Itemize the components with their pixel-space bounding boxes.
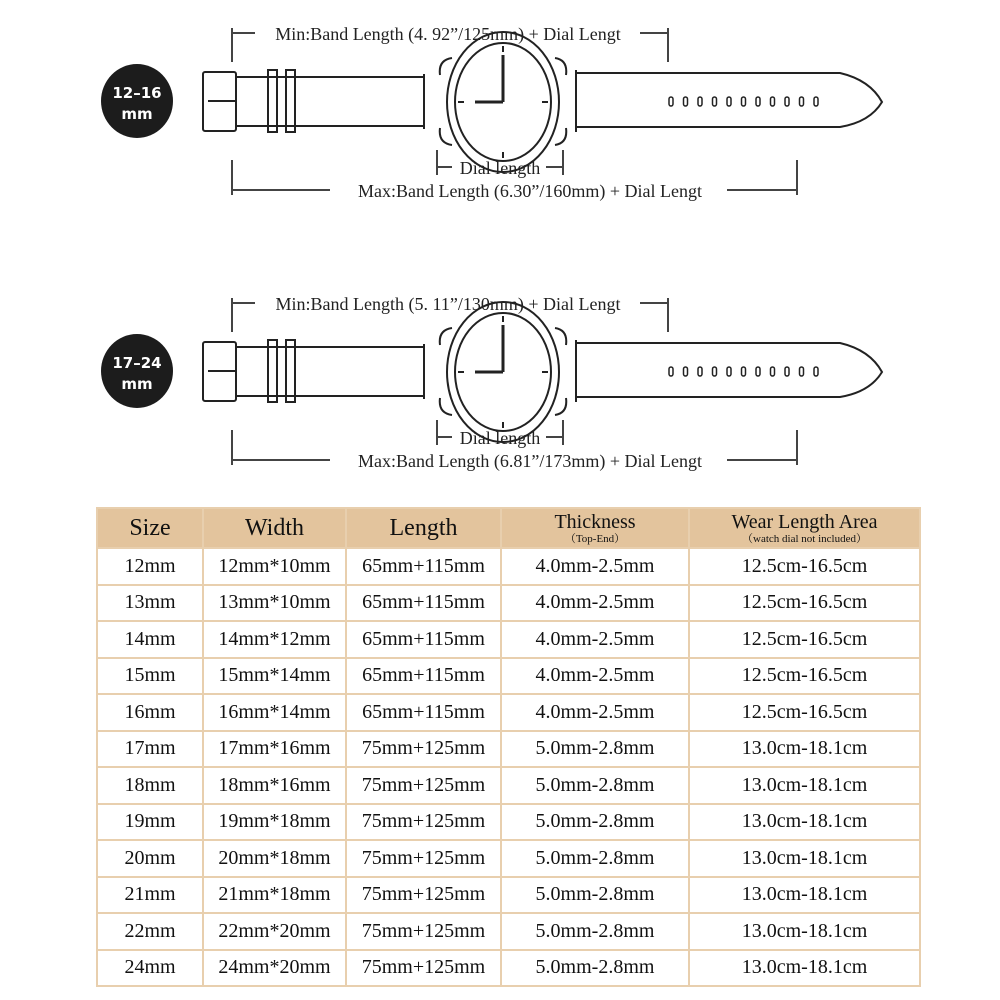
cell-size: 14mm <box>97 621 203 658</box>
cell-wear-length: 13.0cm-18.1cm <box>689 913 920 950</box>
band-hole <box>713 97 717 106</box>
badge-unit: mm <box>121 105 153 123</box>
cell-length: 75mm+125mm <box>346 950 501 987</box>
cell-width: 24mm*20mm <box>203 950 346 987</box>
cell-size: 18mm <box>97 767 203 804</box>
header-thickness-sub: （Top-End） <box>564 532 626 545</box>
dial-length-label: Dial length <box>459 158 541 178</box>
cell-width: 16mm*14mm <box>203 694 346 731</box>
size-badge <box>101 334 173 408</box>
cell-size: 17mm <box>97 731 203 768</box>
cell-width: 14mm*12mm <box>203 621 346 658</box>
table-row <box>97 694 920 731</box>
band-hole <box>727 97 731 106</box>
table-row <box>97 913 920 950</box>
cell-size: 20mm <box>97 840 203 877</box>
cell-length: 75mm+125mm <box>346 913 501 950</box>
band-hole <box>669 97 673 106</box>
header-width: Width <box>203 508 346 548</box>
cell-length: 75mm+125mm <box>346 877 501 914</box>
watch-drawing <box>203 32 882 172</box>
header-wear-sub: （watch dial not included） <box>742 532 867 545</box>
band-hole <box>698 97 702 106</box>
band-hole <box>800 97 804 106</box>
badge-unit: mm <box>121 375 153 393</box>
cell-thickness: 4.0mm-2.5mm <box>501 548 689 585</box>
cell-wear-length: 13.0cm-18.1cm <box>689 731 920 768</box>
cell-thickness: 4.0mm-2.5mm <box>501 621 689 658</box>
band-loop <box>286 340 295 402</box>
cell-length: 65mm+115mm <box>346 585 501 622</box>
band-hole <box>771 367 775 376</box>
band-hole <box>684 367 688 376</box>
cell-length: 65mm+115mm <box>346 694 501 731</box>
band-hole <box>756 367 760 376</box>
cell-thickness: 5.0mm-2.8mm <box>501 950 689 987</box>
table-row <box>97 877 920 914</box>
cell-width: 20mm*18mm <box>203 840 346 877</box>
cell-width: 18mm*16mm <box>203 767 346 804</box>
table-row <box>97 840 920 877</box>
table-row <box>97 767 920 804</box>
band-hole <box>713 367 717 376</box>
cell-width: 22mm*20mm <box>203 913 346 950</box>
cell-wear-length: 12.5cm-16.5cm <box>689 694 920 731</box>
cell-wear-length: 13.0cm-18.1cm <box>689 950 920 987</box>
header-wear-label: Wear Length Area <box>731 510 878 533</box>
table-row <box>97 658 920 695</box>
max-length-label: Max:Band Length (6.81”/173mm) + Dial Lengt <box>357 451 703 471</box>
cell-size: 24mm <box>97 950 203 987</box>
header-thickness-label: Thickness <box>554 510 636 533</box>
size-table <box>96 507 921 987</box>
header-size: Size <box>97 508 203 548</box>
cell-wear-length: 13.0cm-18.1cm <box>689 877 920 914</box>
cell-length: 65mm+115mm <box>346 548 501 585</box>
cell-length: 75mm+125mm <box>346 731 501 768</box>
cell-size: 12mm <box>97 548 203 585</box>
size-badge <box>101 64 173 138</box>
cell-width: 13mm*10mm <box>203 585 346 622</box>
cell-size: 21mm <box>97 877 203 914</box>
cell-width: 21mm*18mm <box>203 877 346 914</box>
cell-thickness: 5.0mm-2.8mm <box>501 804 689 841</box>
cell-wear-length: 12.5cm-16.5cm <box>689 548 920 585</box>
badge-range: 12–16 <box>112 84 162 102</box>
cell-size: 15mm <box>97 658 203 695</box>
table-row <box>97 585 920 622</box>
band-hole <box>727 367 731 376</box>
min-length-label: Min:Band Length (4. 92”/125mm) + Dial Lengt <box>275 24 621 44</box>
band-hole <box>742 97 746 106</box>
watch-diagram <box>0 0 1000 250</box>
cell-thickness: 5.0mm-2.8mm <box>501 731 689 768</box>
band-hole <box>814 97 818 106</box>
right-band <box>577 343 882 397</box>
cell-size: 22mm <box>97 913 203 950</box>
cell-wear-length: 12.5cm-16.5cm <box>689 585 920 622</box>
header-wear-length <box>689 508 920 548</box>
band-hole <box>669 367 673 376</box>
table-header-row <box>97 508 920 548</box>
cell-width: 17mm*16mm <box>203 731 346 768</box>
max-length-label: Max:Band Length (6.30”/160mm) + Dial Lengt <box>357 181 703 201</box>
band-hole <box>684 97 688 106</box>
band-hole <box>785 97 789 106</box>
band-hole <box>771 97 775 106</box>
table-row <box>97 950 920 987</box>
cell-length: 75mm+125mm <box>346 767 501 804</box>
cell-thickness: 5.0mm-2.8mm <box>501 877 689 914</box>
cell-length: 75mm+125mm <box>346 804 501 841</box>
cell-size: 13mm <box>97 585 203 622</box>
cell-thickness: 4.0mm-2.5mm <box>501 658 689 695</box>
band-loop <box>268 70 277 132</box>
band-hole <box>756 97 760 106</box>
cell-wear-length: 12.5cm-16.5cm <box>689 621 920 658</box>
cell-wear-length: 12.5cm-16.5cm <box>689 658 920 695</box>
table-row <box>97 548 920 585</box>
cell-length: 75mm+125mm <box>346 840 501 877</box>
watch-diagram <box>0 270 1000 520</box>
right-band <box>577 73 882 127</box>
min-length-label: Min:Band Length (5. 11”/130mm) + Dial Lengt <box>275 294 621 314</box>
band-hole <box>814 367 818 376</box>
cell-size: 19mm <box>97 804 203 841</box>
cell-length: 65mm+115mm <box>346 658 501 695</box>
cell-thickness: 5.0mm-2.8mm <box>501 913 689 950</box>
cell-thickness: 5.0mm-2.8mm <box>501 840 689 877</box>
table-row <box>97 731 920 768</box>
cell-width: 12mm*10mm <box>203 548 346 585</box>
cell-wear-length: 13.0cm-18.1cm <box>689 767 920 804</box>
band-loop <box>268 340 277 402</box>
cell-width: 19mm*18mm <box>203 804 346 841</box>
cell-thickness: 4.0mm-2.5mm <box>501 585 689 622</box>
band-loop <box>286 70 295 132</box>
cell-thickness: 4.0mm-2.5mm <box>501 694 689 731</box>
dial-length-label: Dial length <box>459 428 541 448</box>
watch-drawing <box>203 302 882 442</box>
header-thickness <box>501 508 689 548</box>
header-length: Length <box>346 508 501 548</box>
cell-thickness: 5.0mm-2.8mm <box>501 767 689 804</box>
cell-width: 15mm*14mm <box>203 658 346 695</box>
table-row <box>97 621 920 658</box>
band-hole <box>698 367 702 376</box>
table-row <box>97 804 920 841</box>
band-hole <box>800 367 804 376</box>
badge-range: 17–24 <box>112 354 162 372</box>
cell-length: 65mm+115mm <box>346 621 501 658</box>
band-hole <box>785 367 789 376</box>
band-hole <box>742 367 746 376</box>
cell-wear-length: 13.0cm-18.1cm <box>689 804 920 841</box>
cell-size: 16mm <box>97 694 203 731</box>
cell-wear-length: 13.0cm-18.1cm <box>689 840 920 877</box>
